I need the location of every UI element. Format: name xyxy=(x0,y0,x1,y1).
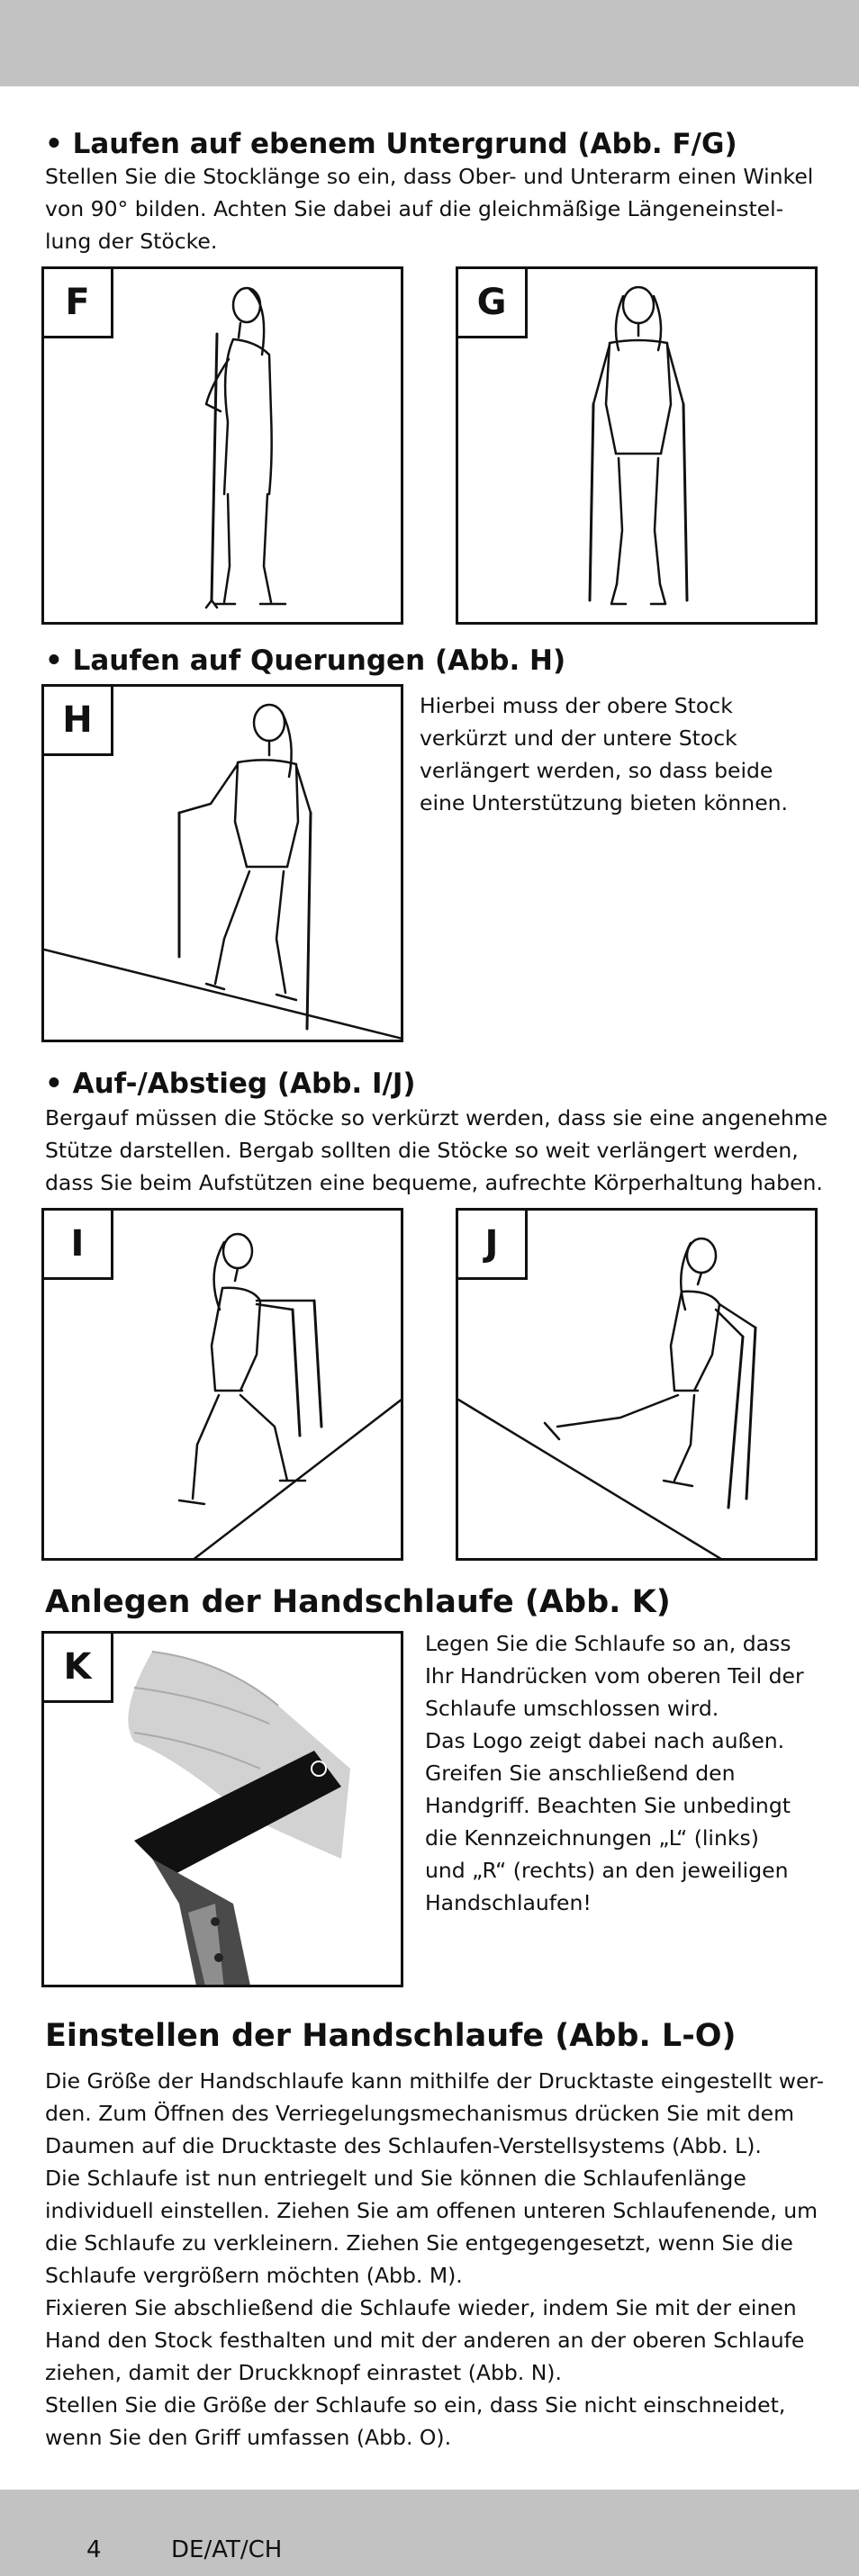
heading-flat-ground: • Laufen auf ebenem Untergrund (Abb. F/G) xyxy=(45,128,737,160)
figure-f xyxy=(41,266,403,625)
heading-adjust-strap: Einstellen der Handschlaufe (Abb. L-O) xyxy=(45,2018,737,2054)
heading-ascent-descent: • Auf-/Abstieg (Abb. I/J) xyxy=(45,1067,416,1100)
figure-i xyxy=(41,1208,403,1561)
figure-label-k: K xyxy=(41,1631,113,1703)
figure-j xyxy=(456,1208,818,1561)
figure-label-h: H xyxy=(41,684,113,756)
paragraph-flat-ground: Stellen Sie die Stocklänge so ein, dass Ober- und Unterarm einen Winkel von 90° bilden. Achten Sie dabei auf die gleichmäßige Längeneinstel- lung der Stöcke. xyxy=(45,164,814,254)
footer-band xyxy=(0,2490,859,2576)
paragraph-attach-strap: Legen Sie die Schlaufe so an, dass Ihr Handrücken vom oberen Teil der Schlaufe umschlossen wird. Das Logo zeigt dabei nach außen. Greifen Sie anschließend den Handgriff. Beachten Sie unbedingt die Kennzeichnungen „L“ (links) und „R“ (rechts) an den jeweiligen Handschlaufen! xyxy=(425,1631,804,1915)
page-number: 4 xyxy=(86,2536,102,2563)
paragraph-ascent-descent: Bergauf müssen die Stöcke so verkürzt werden, dass sie eine angenehme Stütze darstellen. Bergab sollten die Stöcke so weit verlängert werden, dass Sie beim Aufstützen eine bequeme, aufrechte Körperhaltung haben. xyxy=(45,1105,828,1195)
figure-label-g: G xyxy=(456,266,528,338)
paragraph-traverse: Hierbei muss der obere Stock verkürzt und der untere Stock verlängert werden, so dass beide eine Unterstützung bieten können. xyxy=(420,693,789,815)
heading-traverse: • Laufen auf Querungen (Abb. H) xyxy=(45,644,566,677)
figure-label-j: J xyxy=(456,1208,528,1280)
figure-label-i: I xyxy=(41,1208,113,1280)
figure-h xyxy=(41,684,403,1042)
figure-k xyxy=(41,1631,403,1987)
figure-g xyxy=(456,266,818,625)
region-label: DE/AT/CH xyxy=(171,2536,283,2563)
figure-label-f: F xyxy=(41,266,113,338)
heading-attach-strap: Anlegen der Handschlaufe (Abb. K) xyxy=(45,1584,671,1620)
paragraph-adjust-strap: Die Größe der Handschlaufe kann mithilfe der Drucktaste eingestellt wer- den. Zum Öffnen des Verriegelungsmechanismus drücken Sie mit dem Daumen auf die Drucktaste des Schlaufen-Verstellsystems (Abb. L). Die Schlaufe ist nun entriegelt und Sie können die Schlaufenlänge individuell einstellen. Ziehen Sie am offenen unteren Schlaufenende, um die Schlaufe zu verkleinern. Ziehen Sie entgegengesetzt, wenn Sie die Schlaufe vergrößern möchten (Abb. M). Fixieren Sie abschließend die Schlaufe wieder, indem Sie mit der einen Hand den Stock festhalten und mit der anderen an der oberen Schlaufe ziehen, damit der Druckknopf einrastet (Abb. N). Stellen Sie die Größe der Schlaufe so ein, dass Sie nicht einschneidet, wenn Sie den Griff umfassen (Abb. O). xyxy=(45,2068,825,2450)
header-band xyxy=(0,0,859,86)
